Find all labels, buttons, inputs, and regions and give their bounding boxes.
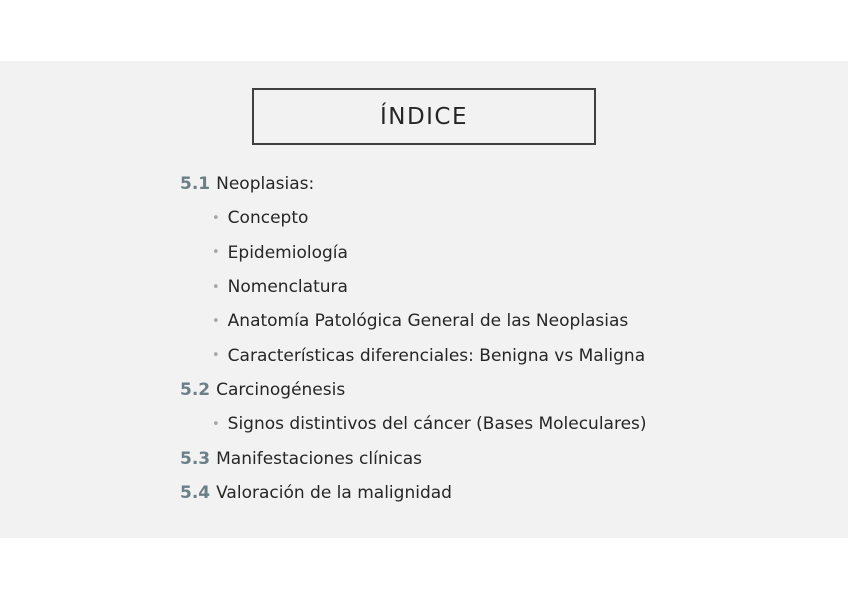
slide-title: ÍNDICE bbox=[379, 103, 469, 130]
toc-section-5-1 bbox=[180, 167, 820, 201]
table-of-contents bbox=[180, 167, 820, 510]
subitem-label: Signos distintivos del cáncer (Bases Moleculares) bbox=[227, 414, 647, 435]
section-label: Valoración de la malignidad bbox=[216, 482, 452, 503]
toc-subitem bbox=[180, 304, 820, 338]
toc-subitem bbox=[180, 270, 820, 304]
toc-subitem bbox=[180, 407, 820, 441]
subitem-label: Concepto bbox=[227, 208, 309, 229]
bullet-icon: • bbox=[212, 210, 220, 226]
toc-section-5-4 bbox=[180, 476, 820, 510]
toc-section-5-2 bbox=[180, 373, 820, 407]
bullet-icon: • bbox=[212, 416, 220, 432]
section-number: 5.3 bbox=[180, 448, 211, 469]
toc-subitem bbox=[180, 236, 820, 270]
section-number: 5.1 bbox=[180, 174, 211, 195]
title-box bbox=[252, 88, 596, 145]
bullet-icon: • bbox=[212, 348, 220, 364]
subitem-label: Epidemiología bbox=[227, 242, 348, 263]
slide bbox=[0, 61, 848, 538]
bullet-icon: • bbox=[212, 279, 220, 295]
bullet-icon: • bbox=[212, 245, 220, 261]
section-label: Manifestaciones clínicas bbox=[216, 448, 422, 469]
bullet-icon: • bbox=[212, 313, 220, 329]
section-label: Neoplasias: bbox=[216, 174, 315, 195]
subitem-label: Nomenclatura bbox=[227, 277, 348, 298]
toc-subitem bbox=[180, 201, 820, 235]
toc-subitem bbox=[180, 338, 820, 372]
section-number: 5.2 bbox=[180, 379, 211, 400]
toc-section-5-3 bbox=[180, 441, 820, 475]
section-number: 5.4 bbox=[180, 482, 211, 503]
section-label: Carcinogénesis bbox=[216, 379, 346, 400]
subitem-label: Características diferenciales: Benigna vs Maligna bbox=[227, 345, 646, 366]
subitem-label: Anatomía Patológica General de las Neoplasias bbox=[227, 311, 629, 332]
